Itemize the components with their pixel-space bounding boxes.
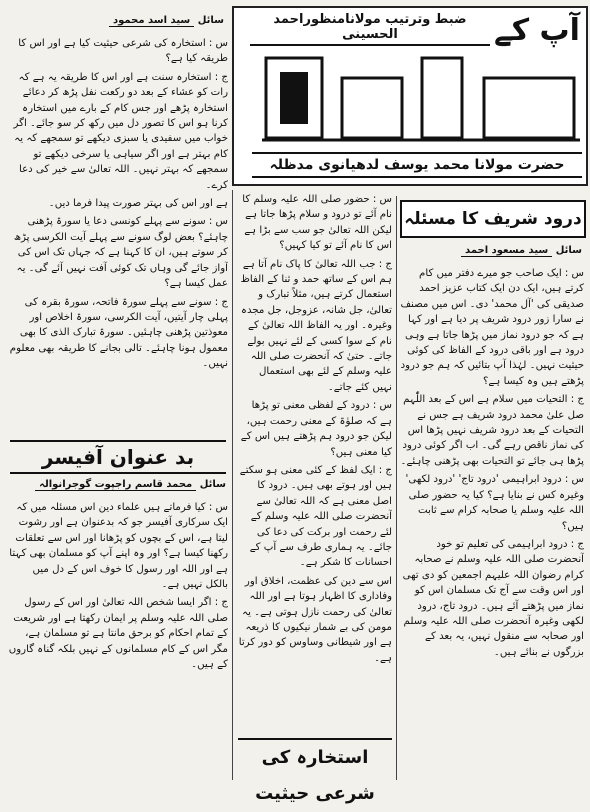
paragraph: س : درود کے لفظی معنی تو پڑھا ہے کہ صلوٰۃ کے معنی رحمت ہیں، لیکن جو درود ہم پڑھتے ہیں اس کے کیا معنی ہیں؟ [240, 400, 392, 458]
left-bottom-column [8, 500, 228, 780]
column-divider [232, 190, 233, 780]
left-bottom-heading: بد عنوان آفیسر [10, 440, 226, 474]
questioner-label: سائل [199, 479, 226, 490]
right-column-questioner [402, 244, 582, 258]
questioner-name: سید اسد محمود [109, 15, 194, 27]
paragraph: س : استخارہ کی شرعی حیثیت کیا ہے اور اس کا طریقہ کیا ہے؟ [18, 38, 228, 65]
paragraph: س : کیا فرماتے ہیں علماء دین اس مسئلہ میں کہ ایک سرکاری آفیسر جو کہ بدعنوان ہے اور رشوت لیتا ہے، اس کے بچوں کو پڑھانا اور اس سے تعلقات رکھنا کیسا ہے؟ اور وہ اپنے آپ کو مسلمان بھی کہتا ہے اور اللہ اور رسول کا خوف اس کے دل میں بالکل نہیں ہے۔ [9, 502, 228, 591]
paragraph: ج : سونے سے پہلے سورۃ فاتحہ، سورۃ بقرہ کی پہلی چار آیتیں، آیت الکرسی، سورۃ اخلاص اور معوذتین پڑھنی چاہئیں۔ سورۃ تبارک الذی کا بھی معمول ہونا چاہئے۔ تالی بجانے کا طریقہ بھی معلوم نہیں۔ [9, 296, 228, 370]
masthead-title-main [262, 60, 580, 130]
paragraph: اس سے دین کی عظمت، اخلاق اور وفاداری کا اظہار ہوتا ہے اور اللہ تعالیٰ کی رحمت نازل ہوتی ہے۔ یہ مومن کی بے شمار نیکیوں کا ذریعہ ہے اور شیطانی وساوس کو دور کرتا ہے۔ [238, 575, 392, 664]
masthead-author-line: حضرت مولانا محمد یوسف لدھیانوی مدظلہ [252, 152, 582, 178]
paragraph: س : درود ابراہیمی 'درود تاج' 'درود لکھی' وغیرہ کس نے بنایا ہے؟ کیا یہ حضور صلی اللہ علیہ وسلم یا صحابہ کرام سے ثابت ہیں؟ [405, 474, 584, 532]
questioner-name: محمد قاسم راجپوت گوجرانوالہ [35, 479, 196, 491]
paragraph: ج : درود ابراہیمی کی تعلیم تو خود آنحضرت صلی اللہ علیہ وسلم نے صحابہ کرام رضوان اللہ علیہم اجمعین کو دی تھی اور اس وقت سے آج تک مسلمان اس کو نماز میں پڑھتے آئے ہیں۔ درود تاج، درود لکھی وغیرہ آنحضرت صلی اللہ علیہ وسلم اور صحابہ سے منقول نہیں، یہ بعد کے بزرگوں نے بنائے ہیں۔ [402, 538, 584, 658]
paragraph: ج : جب اللہ تعالیٰ کا پاک نام آتا ہے ہم اس کے ساتھ حمد و ثنا کے الفاظ استعمال کرتے ہیں، مثلاً تبارک و تعالیٰ، جل شانہ، عزوجل، جل مجدہ وغیرہ۔ اور یہ الفاظ اللہ تعالیٰ کے نام کے سوا کسی کے لئے نہیں بولے جاتے۔ حتیٰ کہ آنحضرت صلی اللہ علیہ وسلم کے لئے بھی استعمال نہیں کئے جاتے۔ [240, 258, 392, 393]
paragraph: س : حضور صلی اللہ علیہ وسلم کا نام آئے تو درود و سلام پڑھا جاتا ہے لیکن اللہ تعالیٰ جو سب سے بڑا ہے اس کا نام آئے تو کیا کہیں؟ [242, 194, 392, 252]
paragraph: ج : ایک لفظ کے کئی معنی ہو سکتے ہیں اور ہوتے بھی ہیں۔ درود کا اصل معنی ہے کہ اللہ تعالیٰ سے آنحضرت صلی اللہ علیہ وسلم کے لئے رحمت اور برکت کی دعا کی جائے۔ یہ ہماری طرف سے آپ کے احسانات کا شکر ہے۔ [239, 464, 392, 569]
column-divider [396, 196, 397, 780]
paragraph: ج : اگر ایسا شخص اللہ تعالیٰ اور اس کے رسول صلی اللہ علیہ وسلم پر ایمان رکھتا ہے اور شریعت کے تمام احکام کو برحق مانتا ہے تو مسلمان ہے، مگر اس کے کام مسلمانوں کے نہیں بلکہ گناہ گاروں کے ہیں۔ [8, 597, 228, 671]
left-top-column [8, 36, 228, 438]
paragraph: ج : استخارہ سنت ہے اور اس کا طریقہ یہ ہے کہ رات کو عشاء کے بعد دو رکعت نفل پڑھ کر دعائے استخارہ پڑھے اور جس کام کے بارے میں استخارہ کرنا ہو اس کا تصور دل میں رکھ کر سو جائے۔ اگر خواب میں سفیدی یا سبزی دیکھے تو سمجھے کہ یہ کام بہتر ہے اور اگر سیاہی یا سرخی دیکھے تو سمجھے کہ بہتر نہیں۔ اللہ تعالیٰ سے خیر کی دعا کرے۔ [13, 71, 228, 191]
middle-column [238, 192, 392, 732]
paragraph: س : ایک صاحب جو میرے دفتر میں کام کرتے ہیں، ایک دن ایک کتاب عزیز احمد صدیقی کی 'آل محمد' دی۔ اس میں مصنف نے سارا زور درود شریف پر دیا ہے اور کہا ہے کہ جو درود نماز میں پڑھا جاتا ہے وہی درود ہے اور باقی درود کے الفاظ کی کوئی حیثیت نہیں۔ لہٰذا آپ بتائیں کہ ہم جو درود پڑھتے ہیں وہ کیسا ہے؟ [400, 268, 584, 387]
left-bottom-questioner [10, 478, 226, 492]
masthead-title-top: آپ کے [494, 13, 580, 48]
paragraph: س : سونے سے پہلے کونسی دعا یا سورۃ پڑھنی چاہئے؟ بعض لوگ سونے سے پہلے آیت الکرسی پڑھ کر سوتے ہیں، ان کا کہنا ہے کہ جہاں تک اس کی آواز جائے گی وہاں تک کوئی آفت نہیں آئے گی۔ یہ عمل کیسا ہے؟ [13, 216, 228, 290]
left-top-questioner [10, 14, 224, 28]
questioner-label: سائل [197, 15, 224, 26]
paragraph: ہے اور اس کی بہتر صورت پیدا فرما دیں۔ [48, 198, 228, 210]
right-column-heading: درود شریف کا مسئلہ [400, 200, 586, 238]
questioner-label: سائل [555, 245, 582, 256]
questioner-name: سید مسعود احمد [461, 245, 552, 257]
middle-column-heading: استخارہ کی شرعی حیثیت [238, 738, 392, 812]
right-column [400, 266, 584, 780]
compiler-line: ضبط وترتیب مولانامنظوراحمد الحسینی [250, 12, 490, 46]
paragraph: ج : التحیات میں سلام ہے اس کے بعد اللّٰہم صل علیٰ محمد درود شریف ہے جس نے التحیات کے بعد درود شریف نہیں پڑھا اس کی نماز ناقص رہے گی۔ اب اگر کوئی درود پڑھا ہی جائے تو التحیات بھی پڑھنی چاہئے۔ [400, 394, 584, 467]
